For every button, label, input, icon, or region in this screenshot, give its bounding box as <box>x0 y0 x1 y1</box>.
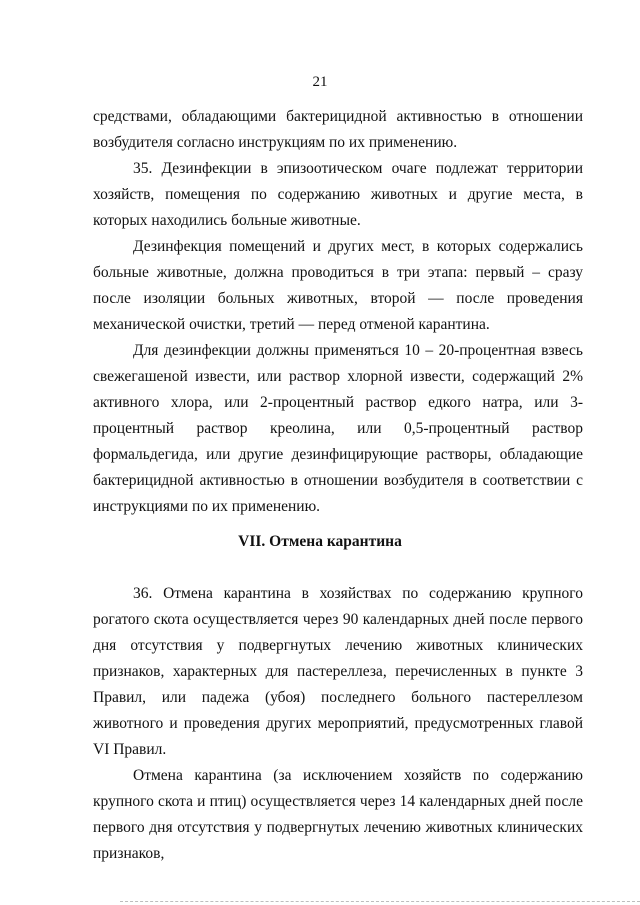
paragraph-disinfectants: Для дезинфекции должны применяться 10 – 20-процентная взвесь свежегашеной извести, или раствор хлорной извести, содержащий 2% активного хлора, или 2-процентный раствор едкого натра, или 3-процентный раствор креолина, или 0,5-процентный раствор формальдегида, или другие дезинфицирующие растворы, обладающие бактерицидной активностью в отношении возбудителя в соответствии с инструкциями по их применению. <box>93 342 583 515</box>
paragraph-continuation: средствами, обладающими бактерицидной активностью в отношении возбудителя согласно инструкциям по их применению. <box>93 108 583 151</box>
paragraph-disinfection-stages: Дезинфекция помещений и других мест, в которых содержались больные животные, должна проводиться в три этапа: первый – сразу после изоляции больных животных, второй — после проведения механической очистки, третий — перед отменой карантина. <box>93 238 583 333</box>
section-quarantine-lifting <box>93 581 583 867</box>
paragraph-quarantine-exception: Отмена карантина (за исключением хозяйств по содержанию крупного скота и птиц) осуществляется через 14 календарных дней после первого дня отсутствия у подвергнутых лечению животных клинических признаков, <box>93 767 583 862</box>
section-disinfection <box>93 104 583 520</box>
scan-edge-line <box>120 901 640 903</box>
paragraph-36: 36. Отмена карантина в хозяйствах по содержанию крупного рогатого скота осуществляется через 90 календарных дней после первого дня отсутствия у подвергнутых лечению животных клинических признаков, характерных для пастереллеза, перечисленных в пункте 3 Правил, или падежа (убоя) последнего больного пастереллезом животного и проведения других мероприятий, предусмотренных главой VI Правил. <box>93 585 583 758</box>
section-heading: VII. Отмена карантина <box>238 533 402 550</box>
page-number: 21 <box>312 74 328 90</box>
paragraph-35: 35. Дезинфекции в эпизоотическом очаге подлежат территории хозяйств, помещения по содержанию животных и другие места, в которых находились больные животные. <box>93 160 583 229</box>
